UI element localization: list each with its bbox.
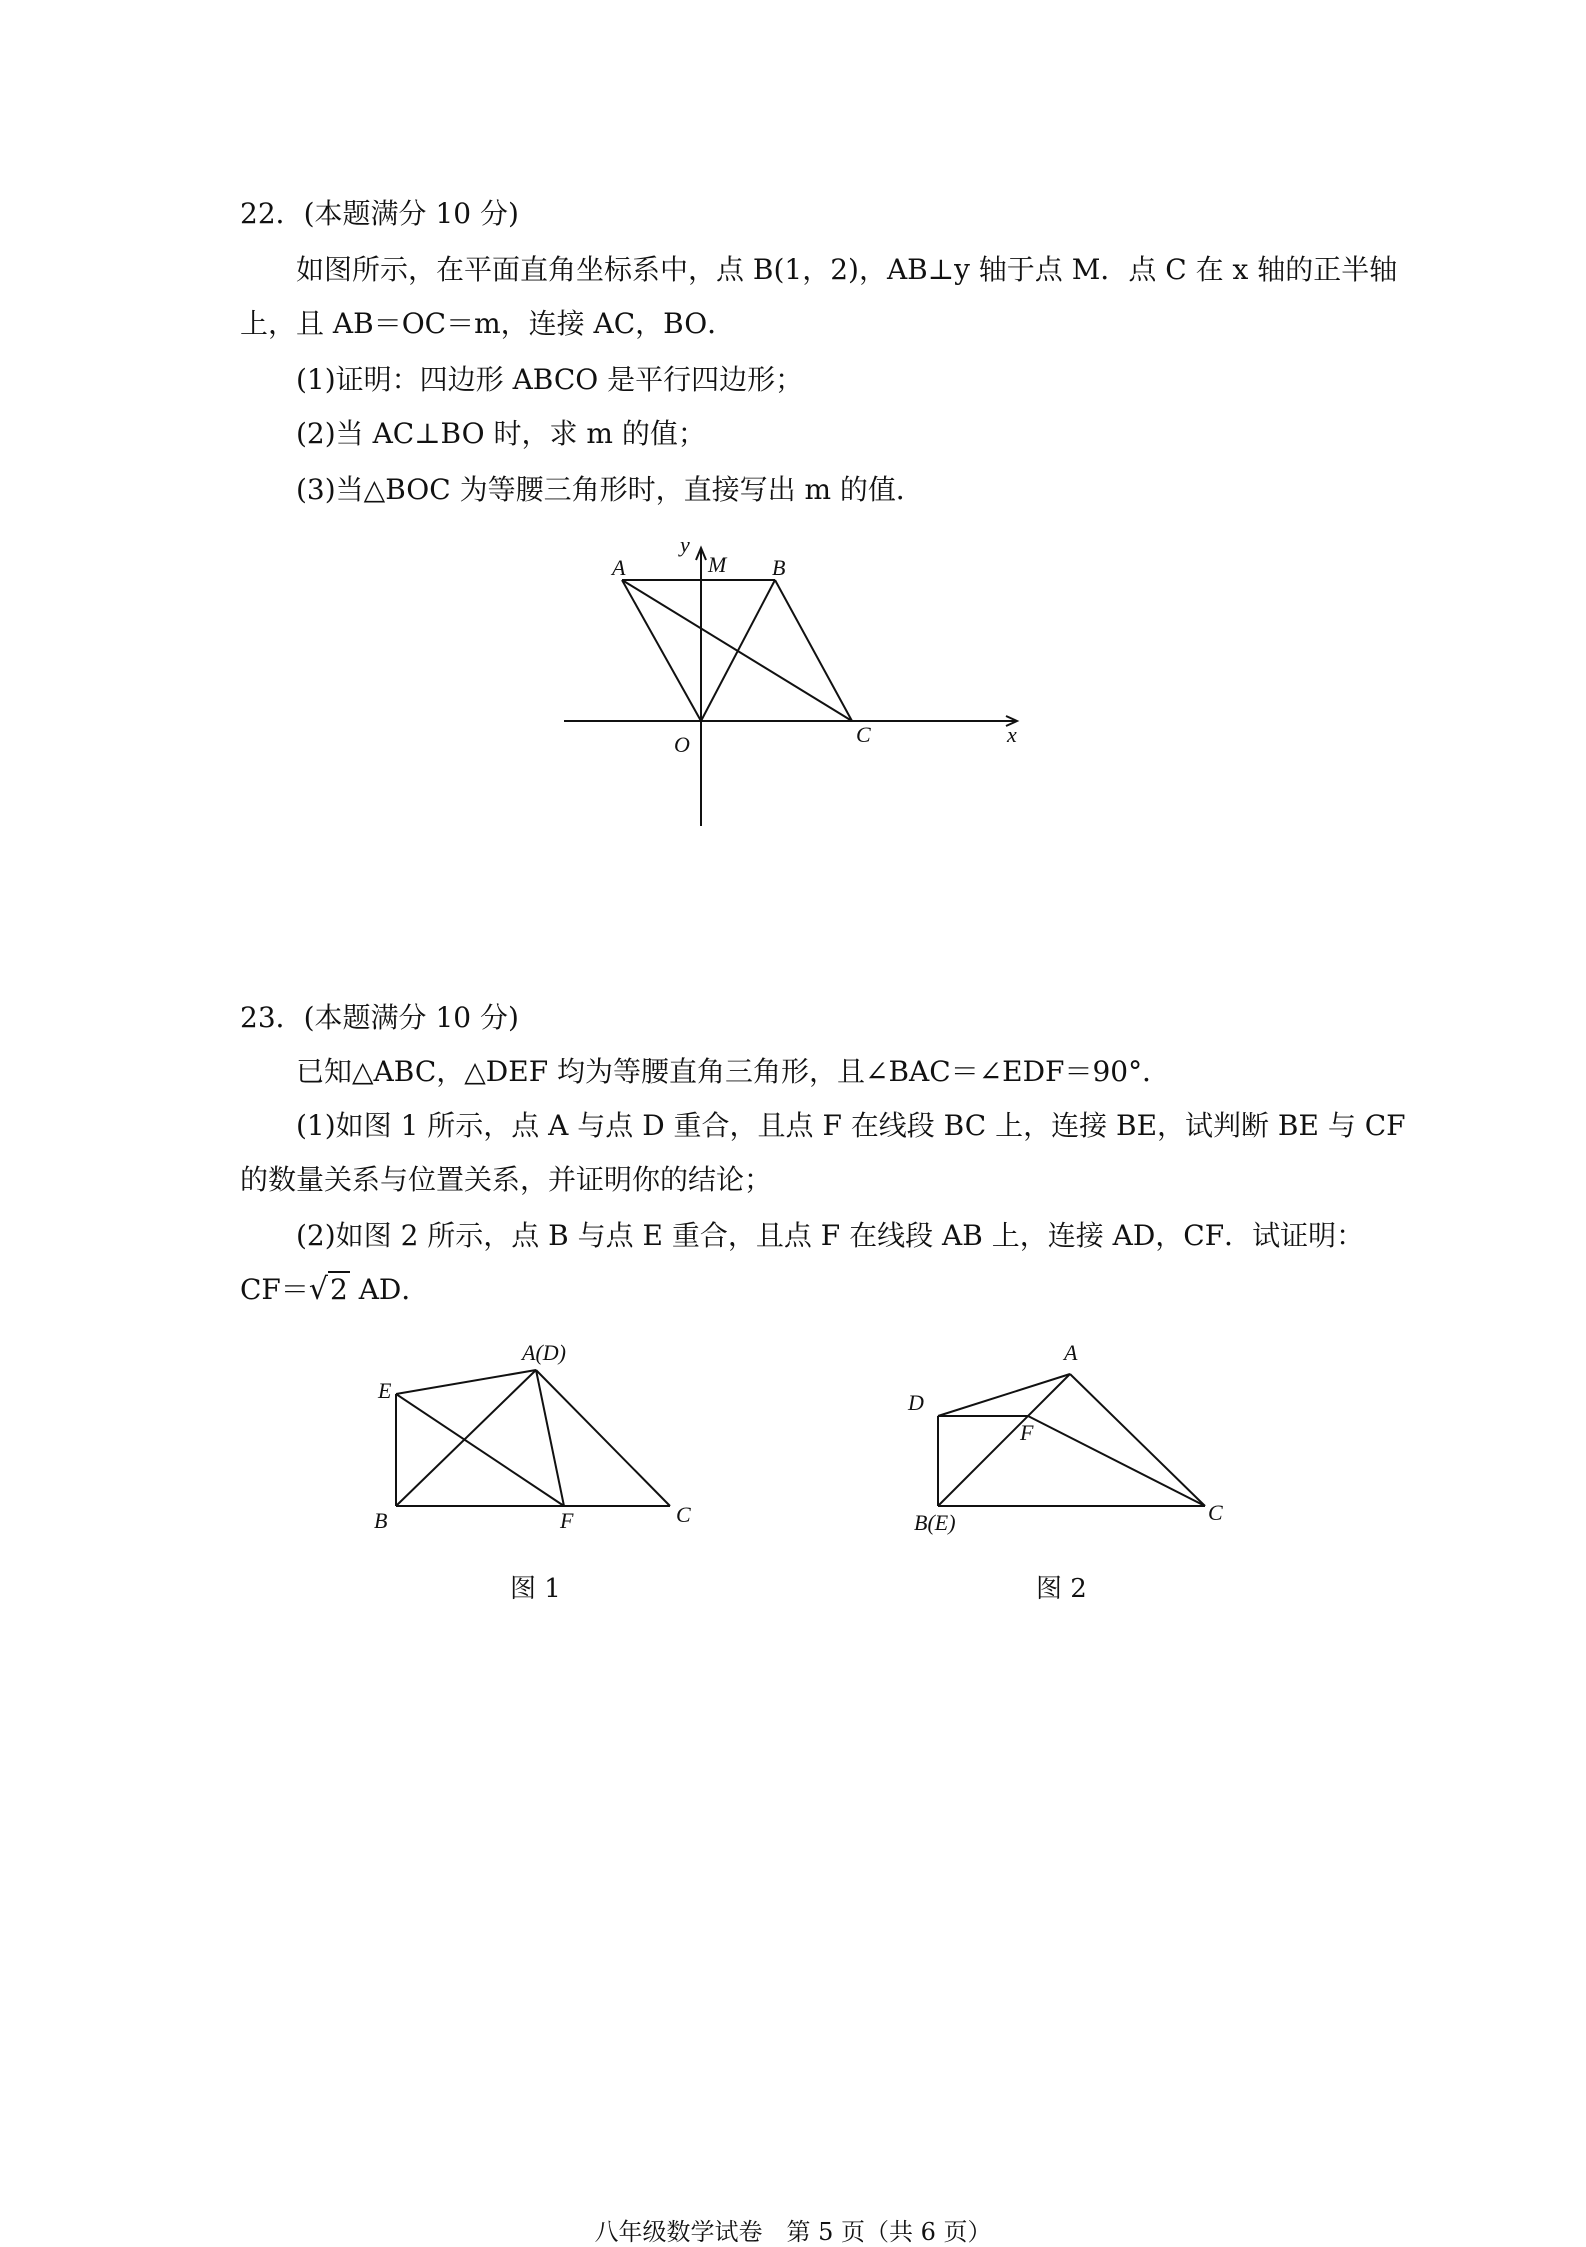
segment-FC (1028, 1416, 1205, 1506)
q22-intro-line1: 如图所示，在平面直角坐标系中，点 B(1，2)，AB⊥y 轴于点 M．点 C 在 x 轴的正半轴 (296, 253, 1398, 286)
segment-EF (396, 1394, 564, 1506)
q22-figure (560, 530, 1030, 830)
q22-heading: 22．(本题满分 10 分) (240, 197, 519, 230)
label-F: F (560, 1508, 574, 1533)
radical-sign: √ (308, 1272, 328, 1307)
label-y: y (680, 532, 690, 557)
label-C: C (1208, 1500, 1223, 1525)
label-B: B (374, 1508, 388, 1533)
coordinate-diagram (560, 530, 1030, 830)
label-C: C (856, 722, 871, 747)
q23-intro: 已知△ABC，△DEF 均为等腰直角三角形，且∠BAC＝∠EDF＝90°． (296, 1055, 1171, 1088)
figure-1-caption: 图 1 (510, 1574, 561, 1604)
label-BE: B(E) (914, 1510, 956, 1535)
q22-part1: (1)证明：四边形 ABCO 是平行四边形； (296, 363, 804, 396)
q23-heading: 23．(本题满分 10 分) (240, 1001, 519, 1034)
page-footer: 八年级数学试卷 第 5 页（共 6 页） (594, 2218, 992, 2246)
label-C: C (676, 1502, 691, 1527)
label-B: B (772, 555, 786, 580)
segment-BA (938, 1374, 1070, 1506)
q23-cf-text: CF＝ (240, 1273, 309, 1306)
q23-part1-line2: 的数量关系与位置关系，并证明你的结论； (240, 1163, 773, 1196)
label-M: M (708, 552, 727, 577)
figure-2-caption: 图 2 (1036, 1574, 1087, 1604)
figure-2-diagram (900, 1330, 1240, 1540)
label-O: O (674, 732, 690, 757)
q22-intro-line2: 上，且 AB＝OC＝m，连接 AC，BO． (240, 307, 736, 340)
q23-part2-line2 (240, 1268, 429, 1308)
q23-ad-text: AD． (349, 1273, 430, 1306)
segment-AF (536, 1370, 564, 1506)
label-A: A (612, 555, 626, 580)
sqrt-expression (309, 1272, 350, 1307)
q23-figure-1 (370, 1332, 710, 1532)
q22-part2: (2)当 AC⊥BO 时，求 m 的值； (296, 417, 706, 450)
label-E: E (378, 1378, 392, 1403)
label-D: D (908, 1390, 924, 1415)
sqrt-radicand: 2 (329, 1273, 348, 1306)
label-F: F (1020, 1420, 1034, 1445)
q22-part3: (3)当△BOC 为等腰三角形时，直接写出 m 的值． (296, 473, 924, 506)
segment-BC (775, 580, 852, 721)
q23-part2-line1: (2)如图 2 所示，点 B 与点 E 重合，且点 F 在线段 AB 上，连接 AD，CF．试证明： (296, 1219, 1365, 1252)
segment-AO (622, 580, 701, 721)
segment-AC (1070, 1374, 1205, 1506)
q23-figure-2 (900, 1330, 1240, 1540)
segment-BO (701, 580, 775, 721)
q23-part1-line1: (1)如图 1 所示，点 A 与点 D 重合，且点 F 在线段 BC 上，连接 BE，试判断 BE 与 CF (296, 1109, 1406, 1142)
label-A: A (1064, 1340, 1078, 1365)
figure-1-diagram (370, 1332, 710, 1532)
segment-AC (536, 1370, 670, 1506)
label-AD: A(D) (522, 1340, 566, 1365)
label-x: x (1007, 722, 1017, 747)
